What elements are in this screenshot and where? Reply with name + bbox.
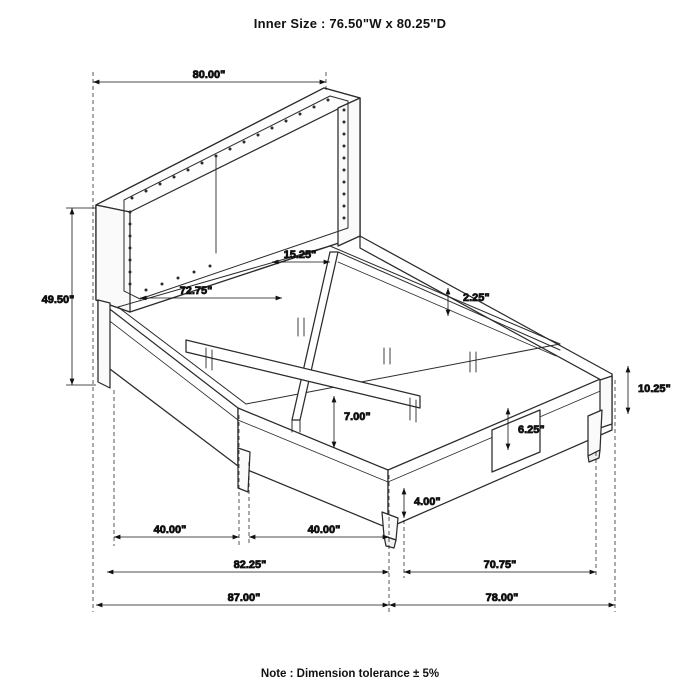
dim-bottom-left: 87.00" [227, 592, 261, 604]
dim-slat-gap: 15.25" [283, 249, 317, 261]
dim-leg-height: 4.00" [414, 496, 441, 508]
dim-left-overall: 82.25" [233, 559, 267, 571]
dim-inner-length: 72.75" [179, 285, 213, 297]
page-title: Inner Size : 76.50"W x 80.25"D [253, 16, 447, 31]
dim-rail-thickness: 2.25" [463, 292, 490, 304]
tolerance-note: Note : Dimension tolerance ± 5% [260, 668, 440, 680]
dim-bottom-right: 78.00" [485, 592, 519, 604]
dim-mid-span: 40.00" [307, 524, 341, 536]
dim-right-span: 70.75" [483, 559, 517, 571]
bed-illustration [96, 88, 612, 548]
dim-deck-height: 7.00" [344, 411, 371, 423]
dim-footrail-height: 6.25" [518, 424, 545, 436]
dim-headboard-height: 49.50" [41, 294, 75, 306]
dim-top-width: 80.00" [192, 69, 226, 81]
dim-left-span: 40.00" [153, 524, 187, 536]
dim-side-rail-height: 10.25" [638, 383, 671, 395]
